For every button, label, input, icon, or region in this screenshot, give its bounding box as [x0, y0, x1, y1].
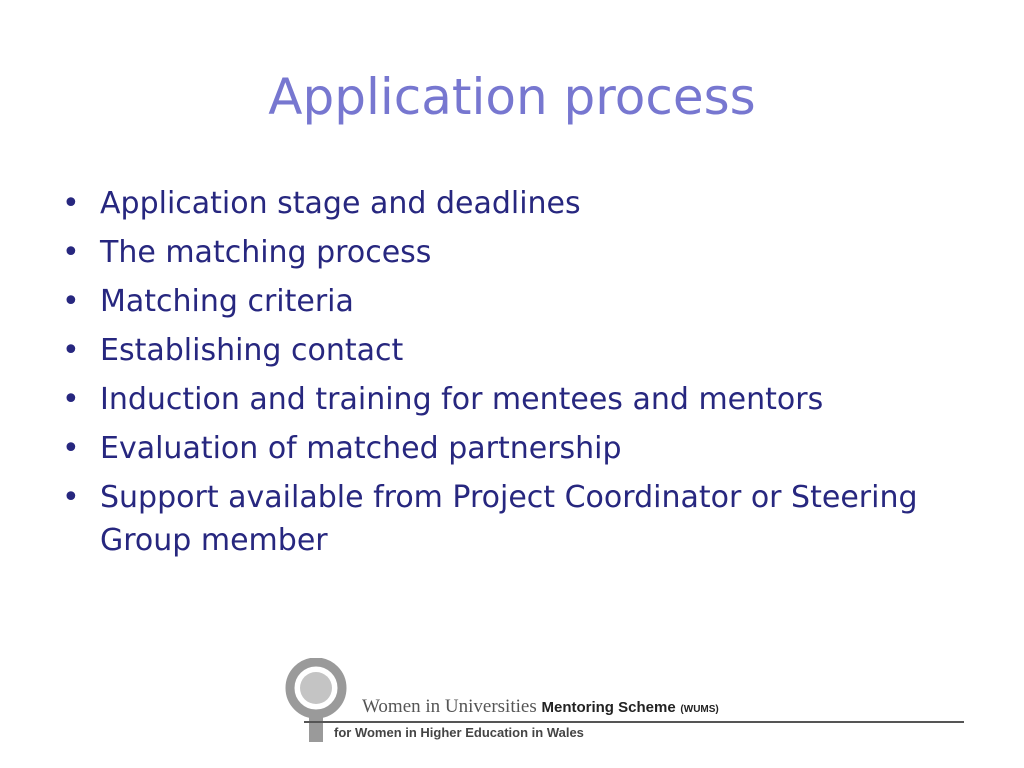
list-item: [60, 182, 960, 225]
bullet-icon: •: [62, 284, 80, 319]
bullet-text: Application stage and deadlines: [100, 186, 581, 221]
bullet-icon: •: [62, 480, 80, 515]
bullet-text: Induction and training for mentees and mentors: [100, 382, 824, 417]
bullet-icon: •: [62, 382, 80, 417]
bullet-text: Matching criteria: [100, 284, 354, 319]
bullet-icon: •: [62, 431, 80, 466]
bullet-text: Support available from Project Coordinator or Steering Group member: [100, 480, 918, 558]
list-item: [60, 378, 960, 421]
wums-logo: [276, 658, 976, 748]
logo-title-bold: Mentoring Scheme: [541, 699, 676, 716]
list-item: [60, 231, 960, 274]
bullet-icon: •: [62, 186, 80, 221]
logo-title: [362, 696, 719, 718]
list-item: [60, 280, 960, 323]
list-item: [60, 329, 960, 372]
logo-divider: [304, 721, 964, 723]
bullet-list: [60, 182, 960, 568]
bullet-text: Evaluation of matched partnership: [100, 431, 622, 466]
bullet-text: Establishing contact: [100, 333, 404, 368]
logo-title-abbrev: (WUMS): [680, 704, 719, 715]
slide-title: Application process: [268, 68, 756, 126]
bullet-icon: •: [62, 333, 80, 368]
list-item: [60, 427, 960, 470]
bullet-text: The matching process: [100, 235, 432, 270]
list-item: [60, 476, 960, 562]
logo-subtitle: for Women in Higher Education in Wales: [334, 725, 584, 740]
bullet-icon: •: [62, 235, 80, 270]
logo-title-prefix: Women in Universities: [362, 696, 542, 717]
